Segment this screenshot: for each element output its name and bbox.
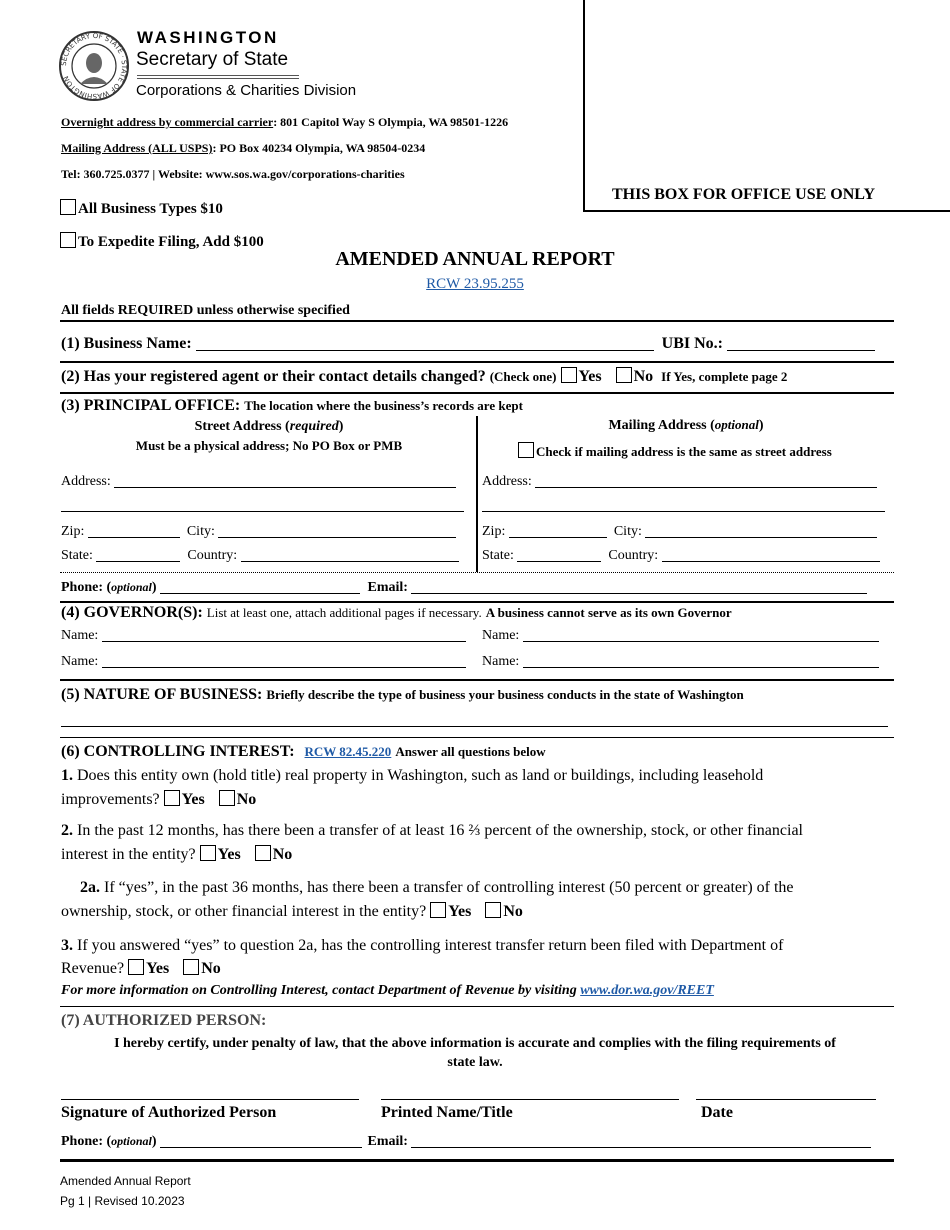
street-city-field[interactable]: [218, 523, 456, 538]
svg-text:SECRETARY OF STATE · STATE OF: SECRETARY OF STATE · STATE OF WASHINGTON: [59, 31, 129, 101]
fee-all-types[interactable]: All Business Types $10: [60, 199, 223, 218]
nature-heading: (5) NATURE OF BUSINESS: Briefly describe the type of business your business conducts in the state of Washington: [61, 686, 744, 703]
signature-label: Signature of Authorized Person: [61, 1104, 277, 1121]
required-note: All fields REQUIRED unless otherwise specified: [61, 303, 350, 318]
street-address-note: Must be a physical address; No PO Box or PMB: [135, 438, 403, 453]
overnight-address: Overnight address by commercial carrier: 801 Capitol Way S Olympia, WA 98501-1226: [61, 115, 509, 129]
office-phone-email: Phone: (optional) Email:: [61, 579, 867, 596]
governor-2-name-field[interactable]: [523, 627, 879, 642]
agent-change-no-checkbox[interactable]: [616, 367, 632, 383]
rcw-82-link[interactable]: RCW 82.45.220: [304, 744, 392, 759]
mailing-address-field[interactable]: [535, 473, 877, 488]
signature-field[interactable]: [61, 1099, 359, 1100]
q2-yes-checkbox[interactable]: [200, 845, 216, 861]
governor-3-name-field[interactable]: [102, 653, 466, 668]
mailing-address: Mailing Address (ALL USPS): PO Box 40234 Olympia, WA 98504-0234: [61, 141, 426, 155]
authorized-email-field[interactable]: [411, 1133, 871, 1148]
nature-of-business-field[interactable]: [61, 726, 888, 727]
authorized-phone-email: Phone: (optional) Email:: [61, 1133, 871, 1150]
agent-change-yes-checkbox[interactable]: [561, 367, 577, 383]
q2a-yes-checkbox[interactable]: [430, 902, 446, 918]
q1-yes-checkbox[interactable]: [164, 790, 180, 806]
printed-name-label: Printed Name/Title: [381, 1104, 513, 1121]
more-info: For more information on Controlling Interest, contact Department of Revenue by visiting www.dor.wa.gov/REET: [61, 983, 714, 998]
page-title: AMENDED ANNUAL REPORT: [335, 248, 615, 270]
date-label: Date: [701, 1104, 733, 1121]
authorized-person-heading: (7) AUTHORIZED PERSON:: [61, 1012, 267, 1029]
street-address-field[interactable]: [114, 473, 456, 488]
fee-expedite-checkbox[interactable]: [60, 232, 76, 248]
mailing-city-field[interactable]: [645, 523, 877, 538]
agency-name: WASHINGTON: [137, 28, 279, 47]
agent-change-row: (2) Has your registered agent or their contact details changed? (Check one) Yes No If Yes, complete page 2: [61, 368, 788, 385]
business-name-row: (1) Business Name: UBI No.:: [61, 335, 875, 353]
rcw-link[interactable]: RCW 23.95.255: [426, 276, 524, 292]
governor-1-name-field[interactable]: [102, 627, 466, 642]
governor-4-name-field[interactable]: [523, 653, 879, 668]
governors-heading: (4) GOVERNOR(S): List at least one, attach additional pages if necessary. A business cannot serve as its own Governor: [61, 604, 732, 621]
agency-subtitle: Secretary of State: [136, 49, 289, 70]
dor-reet-link[interactable]: www.dor.wa.gov/REET: [580, 983, 714, 998]
principal-office-heading: (3) PRINCIPAL OFFICE: The location where the business’s records are kept: [61, 397, 523, 414]
street-address-line2[interactable]: [61, 511, 464, 512]
mailing-address-line2[interactable]: [482, 511, 885, 512]
footer-page: Pg 1 | Revised 10.2023: [60, 1194, 185, 1208]
division-name: Corporations & Charities Division: [136, 82, 357, 99]
certification-line1: I hereby certify, under penalty of law, that the above information is accurate and complies with the filing requirements of: [114, 1036, 836, 1051]
q1-no-checkbox[interactable]: [219, 790, 235, 806]
street-address-title: Street Address (required): [194, 419, 344, 434]
printed-name-field[interactable]: [381, 1099, 679, 1100]
footer-title: Amended Annual Report: [60, 1174, 191, 1188]
fee-all-types-checkbox[interactable]: [60, 199, 76, 215]
office-use-box: THIS BOX FOR OFFICE USE ONLY: [583, 0, 950, 212]
q2a-no-checkbox[interactable]: [485, 902, 501, 918]
authorized-phone-field[interactable]: [160, 1133, 362, 1148]
office-email-field[interactable]: [411, 579, 867, 594]
street-state-field[interactable]: [96, 547, 180, 562]
business-name-field[interactable]: [196, 336, 654, 351]
fee-expedite[interactable]: To Expedite Filing, Add $100: [60, 232, 264, 251]
ubi-field[interactable]: [727, 336, 875, 351]
office-phone-field[interactable]: [160, 579, 360, 594]
controlling-interest-heading: (6) CONTROLLING INTEREST: RCW 82.45.220 Answer all questions below: [61, 743, 546, 760]
q3-yes-checkbox[interactable]: [128, 959, 144, 975]
street-country-field[interactable]: [241, 547, 459, 562]
contact-line: Tel: 360.725.0377 | Website: www.sos.wa.gov/corporations-charities: [61, 167, 405, 181]
q3-no-checkbox[interactable]: [183, 959, 199, 975]
q2-no-checkbox[interactable]: [255, 845, 271, 861]
same-address-check[interactable]: Check if mailing address is the same as street address: [518, 442, 832, 460]
certification-line2: state law.: [447, 1055, 503, 1070]
mailing-state-field[interactable]: [517, 547, 601, 562]
street-zip-field[interactable]: [88, 523, 180, 538]
date-field[interactable]: [696, 1099, 876, 1100]
mailing-country-field[interactable]: [662, 547, 880, 562]
mailing-zip-field[interactable]: [509, 523, 607, 538]
state-seal: [58, 30, 130, 102]
same-address-checkbox[interactable]: [518, 442, 534, 458]
mailing-address-title: Mailing Address (optional): [608, 417, 764, 433]
